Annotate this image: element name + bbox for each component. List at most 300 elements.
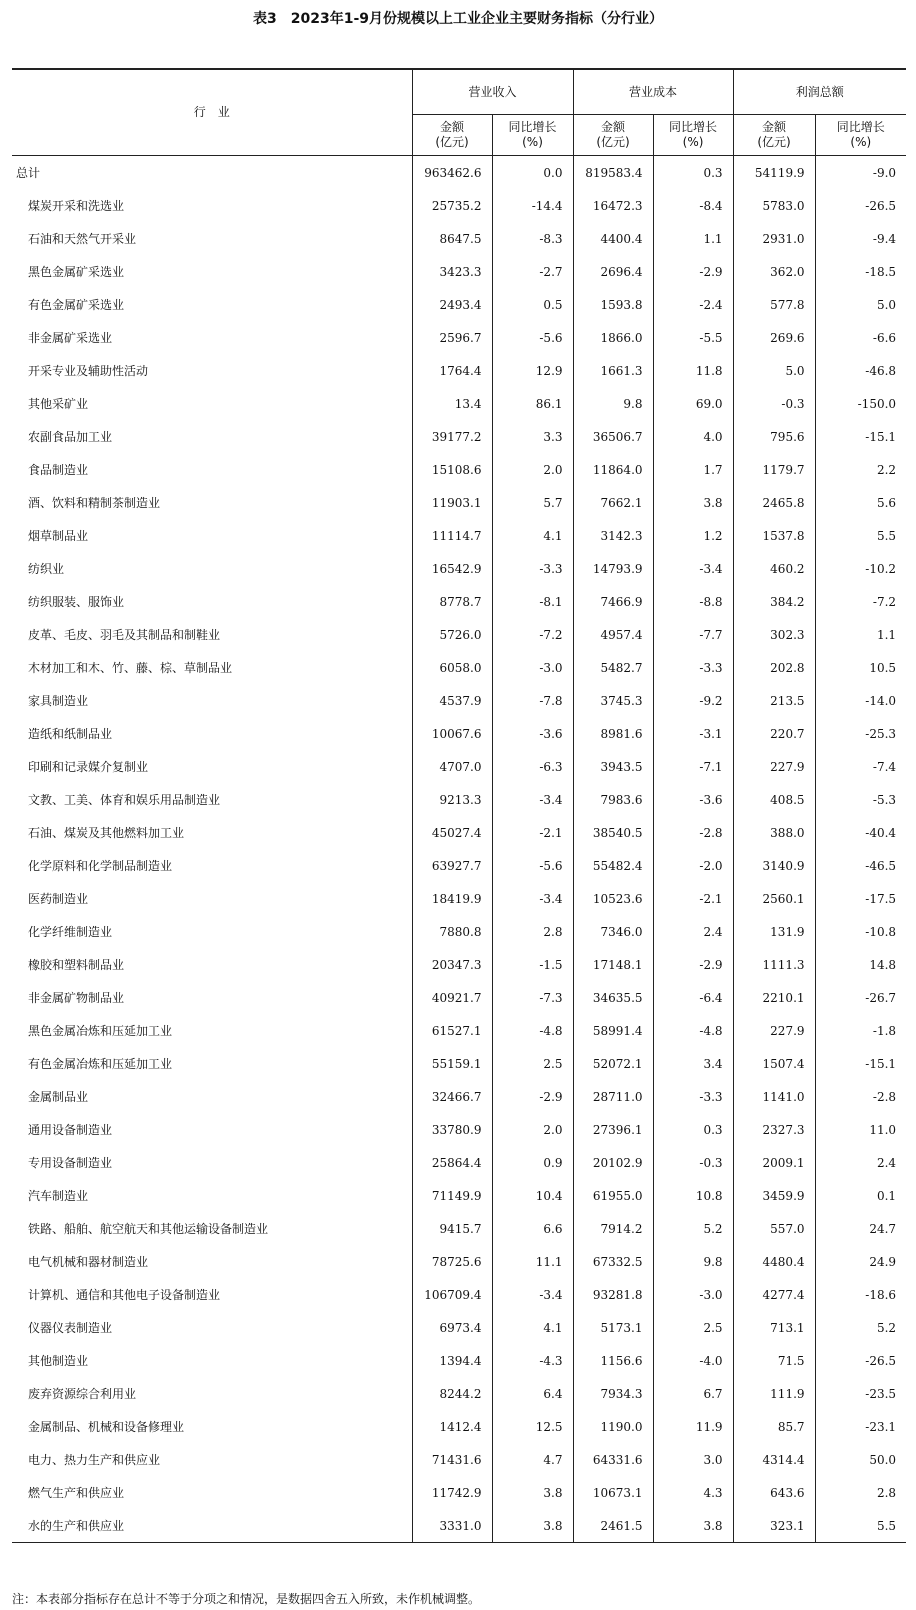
table-row <box>12 1014 906 1047</box>
profit-growth-cell: 1.1 <box>815 618 906 651</box>
cost-amount-cell: 2696.4 <box>573 255 653 288</box>
industry-name-cell: 汽车制造业 <box>28 1189 89 1203</box>
profit-amount-cell: 5.0 <box>733 354 815 387</box>
revenue-amount-cell: 11903.1 <box>412 486 492 519</box>
cost-growth-cell: 69.0 <box>653 387 733 420</box>
profit-amount-cell: 2560.1 <box>733 882 815 915</box>
cost-growth-cell: -9.2 <box>653 684 733 717</box>
revenue-amount-cell: 106709.4 <box>412 1278 492 1311</box>
profit-amount-cell: 1179.7 <box>733 453 815 486</box>
cost-growth-cell: -2.9 <box>653 255 733 288</box>
table-row <box>12 1443 906 1476</box>
industry-name-cell: 有色金属矿采选业 <box>28 298 125 312</box>
cost-amount-cell: 9.8 <box>573 387 653 420</box>
table-row <box>12 585 906 618</box>
industry-name-cell: 仪器仪表制造业 <box>28 1321 113 1335</box>
profit-growth-cell: 2.4 <box>815 1146 906 1179</box>
profit-amount-cell: 4480.4 <box>733 1245 815 1278</box>
profit-growth-cell: -10.2 <box>815 552 906 585</box>
cost-growth-cell: -7.1 <box>653 750 733 783</box>
cost-amount-cell: 14793.9 <box>573 552 653 585</box>
cost-amount-cell: 8981.6 <box>573 717 653 750</box>
table-row <box>12 288 906 321</box>
table-row <box>12 486 906 519</box>
industry-header: 行 业 <box>12 69 412 156</box>
cost-growth-cell: 4.3 <box>653 1476 733 1509</box>
cost-amount-cell: 20102.9 <box>573 1146 653 1179</box>
industry-name-cell: 农副食品加工业 <box>28 430 113 444</box>
revenue-growth-cell: 6.6 <box>492 1212 573 1245</box>
profit-growth-cell: -9.0 <box>815 156 906 190</box>
industry-name-cell: 燃气生产和供应业 <box>28 1486 125 1500</box>
revenue-amount-cell: 7880.8 <box>412 915 492 948</box>
profit-amount-cell: 227.9 <box>733 750 815 783</box>
cost-growth-cell: -4.0 <box>653 1344 733 1377</box>
industry-name-cell: 电力、热力生产和供应业 <box>28 1453 161 1467</box>
table-row <box>12 1509 906 1543</box>
table-row <box>12 519 906 552</box>
industry-name-cell: 废弃资源综合利用业 <box>28 1387 137 1401</box>
profit-amount-cell: 131.9 <box>733 915 815 948</box>
revenue-growth-cell: -4.8 <box>492 1014 573 1047</box>
profit-growth-cell: -46.5 <box>815 849 906 882</box>
profit-growth-cell: 0.1 <box>815 1179 906 1212</box>
profit-amount-cell: 111.9 <box>733 1377 815 1410</box>
cost-growth-cell: 1.7 <box>653 453 733 486</box>
revenue-amount-cell: 63927.7 <box>412 849 492 882</box>
industry-name-cell: 金属制品、机械和设备修理业 <box>28 1420 185 1434</box>
cost-amount-cell: 7914.2 <box>573 1212 653 1245</box>
revenue-growth-cell: -2.1 <box>492 816 573 849</box>
revenue-amount-cell: 40921.7 <box>412 981 492 1014</box>
profit-growth-cell: -26.7 <box>815 981 906 1014</box>
cost-growth-cell: 1.2 <box>653 519 733 552</box>
table-row <box>12 420 906 453</box>
profit-amount-cell: 2009.1 <box>733 1146 815 1179</box>
revenue-amount-cell: 2596.7 <box>412 321 492 354</box>
revenue-growth-cell: 5.7 <box>492 486 573 519</box>
profit-growth-cell: 5.5 <box>815 1509 906 1543</box>
cost-amount-cell: 10673.1 <box>573 1476 653 1509</box>
table-title: 表3 2023年1-9月份规模以上工业企业主要财务指标（分行业） <box>253 11 663 27</box>
industry-name-cell: 电气机械和器材制造业 <box>28 1255 149 1269</box>
table-row <box>12 222 906 255</box>
revenue-growth-cell: -4.3 <box>492 1344 573 1377</box>
revenue-growth-cell: -8.1 <box>492 585 573 618</box>
revenue-amount-cell: 18419.9 <box>412 882 492 915</box>
profit-growth-cell: -23.5 <box>815 1377 906 1410</box>
cost-growth-header: 同比增长 (%) <box>653 115 733 156</box>
industry-name-cell: 化学纤维制造业 <box>28 925 113 939</box>
cost-amount-cell: 5482.7 <box>573 651 653 684</box>
table-row <box>12 1410 906 1443</box>
industry-name-cell: 通用设备制造业 <box>28 1123 113 1137</box>
cost-amount-cell: 1661.3 <box>573 354 653 387</box>
revenue-growth-cell: -5.6 <box>492 849 573 882</box>
profit-growth-cell: -40.4 <box>815 816 906 849</box>
profit-amount-cell: 460.2 <box>733 552 815 585</box>
profit-growth-cell: 5.2 <box>815 1311 906 1344</box>
revenue-amount-cell: 32466.7 <box>412 1080 492 1113</box>
cost-amount-cell: 819583.4 <box>573 156 653 190</box>
profit-amount-cell: 2210.1 <box>733 981 815 1014</box>
profit-growth-cell: -150.0 <box>815 387 906 420</box>
revenue-amount-cell: 55159.1 <box>412 1047 492 1080</box>
profit-growth-cell: -14.0 <box>815 684 906 717</box>
table-row <box>12 387 906 420</box>
profit-growth-cell: -17.5 <box>815 882 906 915</box>
profit-growth-cell: -18.5 <box>815 255 906 288</box>
industry-name-cell: 木材加工和木、竹、藤、棕、草制品业 <box>28 661 233 675</box>
industry-name-cell: 石油、煤炭及其他燃料加工业 <box>28 826 185 840</box>
profit-amount-cell: 54119.9 <box>733 156 815 190</box>
profit-amount-cell: 2931.0 <box>733 222 815 255</box>
revenue-growth-cell: 0.5 <box>492 288 573 321</box>
table-row <box>12 1245 906 1278</box>
table-row <box>12 1113 906 1146</box>
table-row <box>12 618 906 651</box>
profit-amount-cell: 269.6 <box>733 321 815 354</box>
profit-growth-cell: 5.5 <box>815 519 906 552</box>
cost-amount-cell: 27396.1 <box>573 1113 653 1146</box>
table-row <box>12 1179 906 1212</box>
revenue-growth-cell: -3.4 <box>492 882 573 915</box>
revenue-growth-cell: 2.0 <box>492 453 573 486</box>
industry-name-cell: 家具制造业 <box>28 694 89 708</box>
revenue-amount-cell: 3331.0 <box>412 1509 492 1543</box>
cost-amount-cell: 55482.4 <box>573 849 653 882</box>
revenue-growth-cell: 0.9 <box>492 1146 573 1179</box>
cost-growth-cell: -7.7 <box>653 618 733 651</box>
industry-name-cell: 黑色金属冶炼和压延加工业 <box>28 1024 173 1038</box>
cost-growth-cell: 3.8 <box>653 486 733 519</box>
revenue-amount-cell: 20347.3 <box>412 948 492 981</box>
revenue-growth-cell: 4.7 <box>492 1443 573 1476</box>
profit-amount-cell: 202.8 <box>733 651 815 684</box>
revenue-growth-cell: 0.0 <box>492 156 573 190</box>
revenue-growth-cell: -3.4 <box>492 1278 573 1311</box>
profit-growth-cell: -7.2 <box>815 585 906 618</box>
cost-growth-cell: 0.3 <box>653 1113 733 1146</box>
table-row <box>12 783 906 816</box>
cost-amount-cell: 7466.9 <box>573 585 653 618</box>
revenue-amount-cell: 4537.9 <box>412 684 492 717</box>
revenue-growth-cell: -1.5 <box>492 948 573 981</box>
revenue-amount-cell: 8778.7 <box>412 585 492 618</box>
profit-amount-cell: 4314.4 <box>733 1443 815 1476</box>
cost-amount-cell: 11864.0 <box>573 453 653 486</box>
profit-growth-cell: 2.2 <box>815 453 906 486</box>
profit-growth-cell: -46.8 <box>815 354 906 387</box>
table-row <box>12 750 906 783</box>
profit-amount-cell: 302.3 <box>733 618 815 651</box>
table-row <box>12 849 906 882</box>
table-row <box>12 882 906 915</box>
revenue-growth-cell: -7.3 <box>492 981 573 1014</box>
revenue-growth-cell: -14.4 <box>492 189 573 222</box>
revenue-growth-cell: 86.1 <box>492 387 573 420</box>
table-row <box>12 156 906 190</box>
industry-name-cell: 医药制造业 <box>28 892 89 906</box>
cost-amount-cell: 4957.4 <box>573 618 653 651</box>
profit-growth-cell: -2.8 <box>815 1080 906 1113</box>
cost-amount-cell: 17148.1 <box>573 948 653 981</box>
revenue-amount-cell: 10067.6 <box>412 717 492 750</box>
table-row <box>12 981 906 1014</box>
profit-group-header: 利润总额 <box>733 69 906 115</box>
cost-growth-cell: -3.1 <box>653 717 733 750</box>
cost-growth-cell: -8.8 <box>653 585 733 618</box>
cost-growth-cell: 2.4 <box>653 915 733 948</box>
cost-amount-header: 金额 (亿元) <box>573 115 653 156</box>
cost-amount-cell: 3943.5 <box>573 750 653 783</box>
cost-amount-cell: 58991.4 <box>573 1014 653 1047</box>
revenue-amount-cell: 11742.9 <box>412 1476 492 1509</box>
revenue-growth-cell: -8.3 <box>492 222 573 255</box>
cost-growth-cell: -2.4 <box>653 288 733 321</box>
cost-growth-cell: 10.8 <box>653 1179 733 1212</box>
industry-name-cell: 煤炭开采和洗选业 <box>28 199 125 213</box>
revenue-growth-cell: 3.3 <box>492 420 573 453</box>
revenue-amount-cell: 6058.0 <box>412 651 492 684</box>
cost-growth-cell: 3.4 <box>653 1047 733 1080</box>
table-row <box>12 1344 906 1377</box>
revenue-amount-cell: 39177.2 <box>412 420 492 453</box>
profit-amount-cell: 323.1 <box>733 1509 815 1543</box>
cost-growth-cell: 0.3 <box>653 156 733 190</box>
revenue-amount-cell: 71431.6 <box>412 1443 492 1476</box>
table-row <box>12 1311 906 1344</box>
industry-name-cell: 文教、工美、体育和娱乐用品制造业 <box>28 793 221 807</box>
profit-growth-cell: -10.8 <box>815 915 906 948</box>
profit-amount-cell: 713.1 <box>733 1311 815 1344</box>
profit-amount-cell: 227.9 <box>733 1014 815 1047</box>
industry-name-cell: 其他采矿业 <box>28 397 89 411</box>
table-row <box>12 684 906 717</box>
table-row <box>12 816 906 849</box>
industry-name-cell: 橡胶和塑料制品业 <box>28 958 125 972</box>
profit-growth-cell: -9.4 <box>815 222 906 255</box>
cost-growth-cell: -6.4 <box>653 981 733 1014</box>
industry-name-cell: 铁路、船舶、航空航天和其他运输设备制造业 <box>28 1222 269 1236</box>
profit-amount-cell: 1141.0 <box>733 1080 815 1113</box>
cost-growth-cell: -8.4 <box>653 189 733 222</box>
profit-growth-cell: 10.5 <box>815 651 906 684</box>
cost-growth-cell: -2.0 <box>653 849 733 882</box>
profit-growth-cell: 24.7 <box>815 1212 906 1245</box>
revenue-amount-cell: 15108.6 <box>412 453 492 486</box>
cost-amount-cell: 52072.1 <box>573 1047 653 1080</box>
footnote: 注：本表部分指标存在总计不等于分项之和情况，是数据四舍五入所致，未作机械调整。 <box>12 1592 481 1606</box>
industry-name-cell: 化学原料和化学制品制造业 <box>28 859 173 873</box>
profit-growth-cell: 11.0 <box>815 1113 906 1146</box>
profit-amount-cell: 384.2 <box>733 585 815 618</box>
industry-name-cell: 总计 <box>16 166 41 180</box>
profit-growth-cell: 14.8 <box>815 948 906 981</box>
revenue-amount-cell: 16542.9 <box>412 552 492 585</box>
financial-indicators-table <box>12 68 906 1543</box>
profit-amount-cell: 1537.8 <box>733 519 815 552</box>
cost-growth-cell: 3.8 <box>653 1509 733 1543</box>
revenue-growth-cell: 2.5 <box>492 1047 573 1080</box>
revenue-amount-cell: 45027.4 <box>412 816 492 849</box>
profit-growth-cell: 24.9 <box>815 1245 906 1278</box>
revenue-amount-cell: 25864.4 <box>412 1146 492 1179</box>
industry-name-cell: 专用设备制造业 <box>28 1156 113 1170</box>
industry-name-cell: 黑色金属矿采选业 <box>28 265 125 279</box>
revenue-growth-cell: -3.6 <box>492 717 573 750</box>
profit-growth-cell: -26.5 <box>815 1344 906 1377</box>
profit-amount-cell: 213.5 <box>733 684 815 717</box>
profit-growth-cell: -25.3 <box>815 717 906 750</box>
revenue-growth-cell: 4.1 <box>492 519 573 552</box>
cost-amount-cell: 7662.1 <box>573 486 653 519</box>
revenue-amount-header: 金额 (亿元) <box>412 115 492 156</box>
revenue-growth-cell: 11.1 <box>492 1245 573 1278</box>
table-row <box>12 1278 906 1311</box>
cost-growth-cell: -3.3 <box>653 1080 733 1113</box>
cost-amount-cell: 10523.6 <box>573 882 653 915</box>
cost-amount-cell: 4400.4 <box>573 222 653 255</box>
cost-amount-cell: 36506.7 <box>573 420 653 453</box>
table-row <box>12 552 906 585</box>
revenue-amount-cell: 13.4 <box>412 387 492 420</box>
profit-amount-cell: 4277.4 <box>733 1278 815 1311</box>
revenue-amount-cell: 11114.7 <box>412 519 492 552</box>
industry-name-cell: 非金属矿采选业 <box>28 331 113 345</box>
cost-amount-cell: 38540.5 <box>573 816 653 849</box>
table-row <box>12 1377 906 1410</box>
profit-growth-cell: -1.8 <box>815 1014 906 1047</box>
profit-growth-cell: 5.0 <box>815 288 906 321</box>
industry-name-cell: 纺织业 <box>28 562 65 576</box>
cost-growth-cell: -2.8 <box>653 816 733 849</box>
cost-amount-cell: 3142.3 <box>573 519 653 552</box>
industry-name-cell: 造纸和纸制品业 <box>28 727 113 741</box>
cost-growth-cell: -3.4 <box>653 552 733 585</box>
revenue-amount-cell: 25735.2 <box>412 189 492 222</box>
profit-amount-cell: 2327.3 <box>733 1113 815 1146</box>
table-body <box>12 156 906 1543</box>
revenue-growth-cell: -2.7 <box>492 255 573 288</box>
revenue-amount-cell: 2493.4 <box>412 288 492 321</box>
profit-amount-cell: 5783.0 <box>733 189 815 222</box>
industry-name-cell: 印刷和记录媒介复制业 <box>28 760 149 774</box>
revenue-growth-cell: 6.4 <box>492 1377 573 1410</box>
profit-growth-cell: -26.5 <box>815 189 906 222</box>
revenue-growth-cell: -3.0 <box>492 651 573 684</box>
industry-name-cell: 酒、饮料和精制茶制造业 <box>28 496 161 510</box>
cost-amount-cell: 1866.0 <box>573 321 653 354</box>
table-row <box>12 915 906 948</box>
industry-name-cell: 有色金属冶炼和压延加工业 <box>28 1057 173 1071</box>
revenue-growth-cell: 2.8 <box>492 915 573 948</box>
cost-amount-cell: 1593.8 <box>573 288 653 321</box>
table-row <box>12 354 906 387</box>
cost-amount-cell: 64331.6 <box>573 1443 653 1476</box>
cost-growth-cell: -2.1 <box>653 882 733 915</box>
revenue-amount-cell: 8647.5 <box>412 222 492 255</box>
profit-amount-cell: 795.6 <box>733 420 815 453</box>
industry-name-cell: 石油和天然气开采业 <box>28 232 137 246</box>
cost-growth-cell: 2.5 <box>653 1311 733 1344</box>
revenue-growth-header: 同比增长 (%) <box>492 115 573 156</box>
cost-amount-cell: 7934.3 <box>573 1377 653 1410</box>
table-row <box>12 717 906 750</box>
profit-growth-cell: -15.1 <box>815 1047 906 1080</box>
cost-growth-cell: 4.0 <box>653 420 733 453</box>
cost-amount-cell: 7983.6 <box>573 783 653 816</box>
revenue-amount-cell: 61527.1 <box>412 1014 492 1047</box>
cost-growth-cell: 1.1 <box>653 222 733 255</box>
revenue-growth-cell: 12.9 <box>492 354 573 387</box>
revenue-amount-cell: 4707.0 <box>412 750 492 783</box>
cost-growth-cell: 9.8 <box>653 1245 733 1278</box>
industry-name-cell: 纺织服装、服饰业 <box>28 595 125 609</box>
profit-growth-cell: 50.0 <box>815 1443 906 1476</box>
revenue-growth-cell: 3.8 <box>492 1476 573 1509</box>
cost-growth-cell: 11.9 <box>653 1410 733 1443</box>
cost-growth-cell: -3.6 <box>653 783 733 816</box>
profit-growth-cell: -18.6 <box>815 1278 906 1311</box>
cost-growth-cell: 11.8 <box>653 354 733 387</box>
revenue-growth-cell: -3.3 <box>492 552 573 585</box>
cost-amount-cell: 61955.0 <box>573 1179 653 1212</box>
revenue-growth-cell: 10.4 <box>492 1179 573 1212</box>
profit-amount-cell: 3140.9 <box>733 849 815 882</box>
table-row <box>12 1047 906 1080</box>
profit-amount-cell: 643.6 <box>733 1476 815 1509</box>
revenue-growth-cell: -7.2 <box>492 618 573 651</box>
revenue-growth-cell: 2.0 <box>492 1113 573 1146</box>
profit-amount-cell: 71.5 <box>733 1344 815 1377</box>
table-row <box>12 453 906 486</box>
cost-amount-cell: 2461.5 <box>573 1509 653 1543</box>
industry-name-cell: 其他制造业 <box>28 1354 89 1368</box>
revenue-amount-cell: 9415.7 <box>412 1212 492 1245</box>
revenue-growth-cell: -7.8 <box>492 684 573 717</box>
revenue-amount-cell: 6973.4 <box>412 1311 492 1344</box>
cost-growth-cell: -3.0 <box>653 1278 733 1311</box>
cost-group-header: 营业成本 <box>573 69 733 115</box>
cost-growth-cell: -0.3 <box>653 1146 733 1179</box>
table-row <box>12 321 906 354</box>
cost-growth-cell: -2.9 <box>653 948 733 981</box>
cost-amount-cell: 3745.3 <box>573 684 653 717</box>
profit-amount-cell: 85.7 <box>733 1410 815 1443</box>
profit-growth-cell: -23.1 <box>815 1410 906 1443</box>
profit-amount-cell: 3459.9 <box>733 1179 815 1212</box>
cost-amount-cell: 93281.8 <box>573 1278 653 1311</box>
cost-growth-cell: -5.5 <box>653 321 733 354</box>
profit-amount-cell: 362.0 <box>733 255 815 288</box>
profit-growth-cell: -15.1 <box>815 420 906 453</box>
profit-growth-cell: -7.4 <box>815 750 906 783</box>
revenue-group-header: 营业收入 <box>412 69 573 115</box>
table-row <box>12 1476 906 1509</box>
revenue-amount-cell: 1764.4 <box>412 354 492 387</box>
revenue-amount-cell: 963462.6 <box>412 156 492 190</box>
revenue-amount-cell: 1412.4 <box>412 1410 492 1443</box>
revenue-growth-cell: 12.5 <box>492 1410 573 1443</box>
revenue-growth-cell: 3.8 <box>492 1509 573 1543</box>
revenue-amount-cell: 78725.6 <box>412 1245 492 1278</box>
profit-amount-cell: 408.5 <box>733 783 815 816</box>
profit-amount-cell: 577.8 <box>733 288 815 321</box>
revenue-amount-cell: 33780.9 <box>412 1113 492 1146</box>
industry-name-cell: 食品制造业 <box>28 463 89 477</box>
table-row <box>12 1212 906 1245</box>
